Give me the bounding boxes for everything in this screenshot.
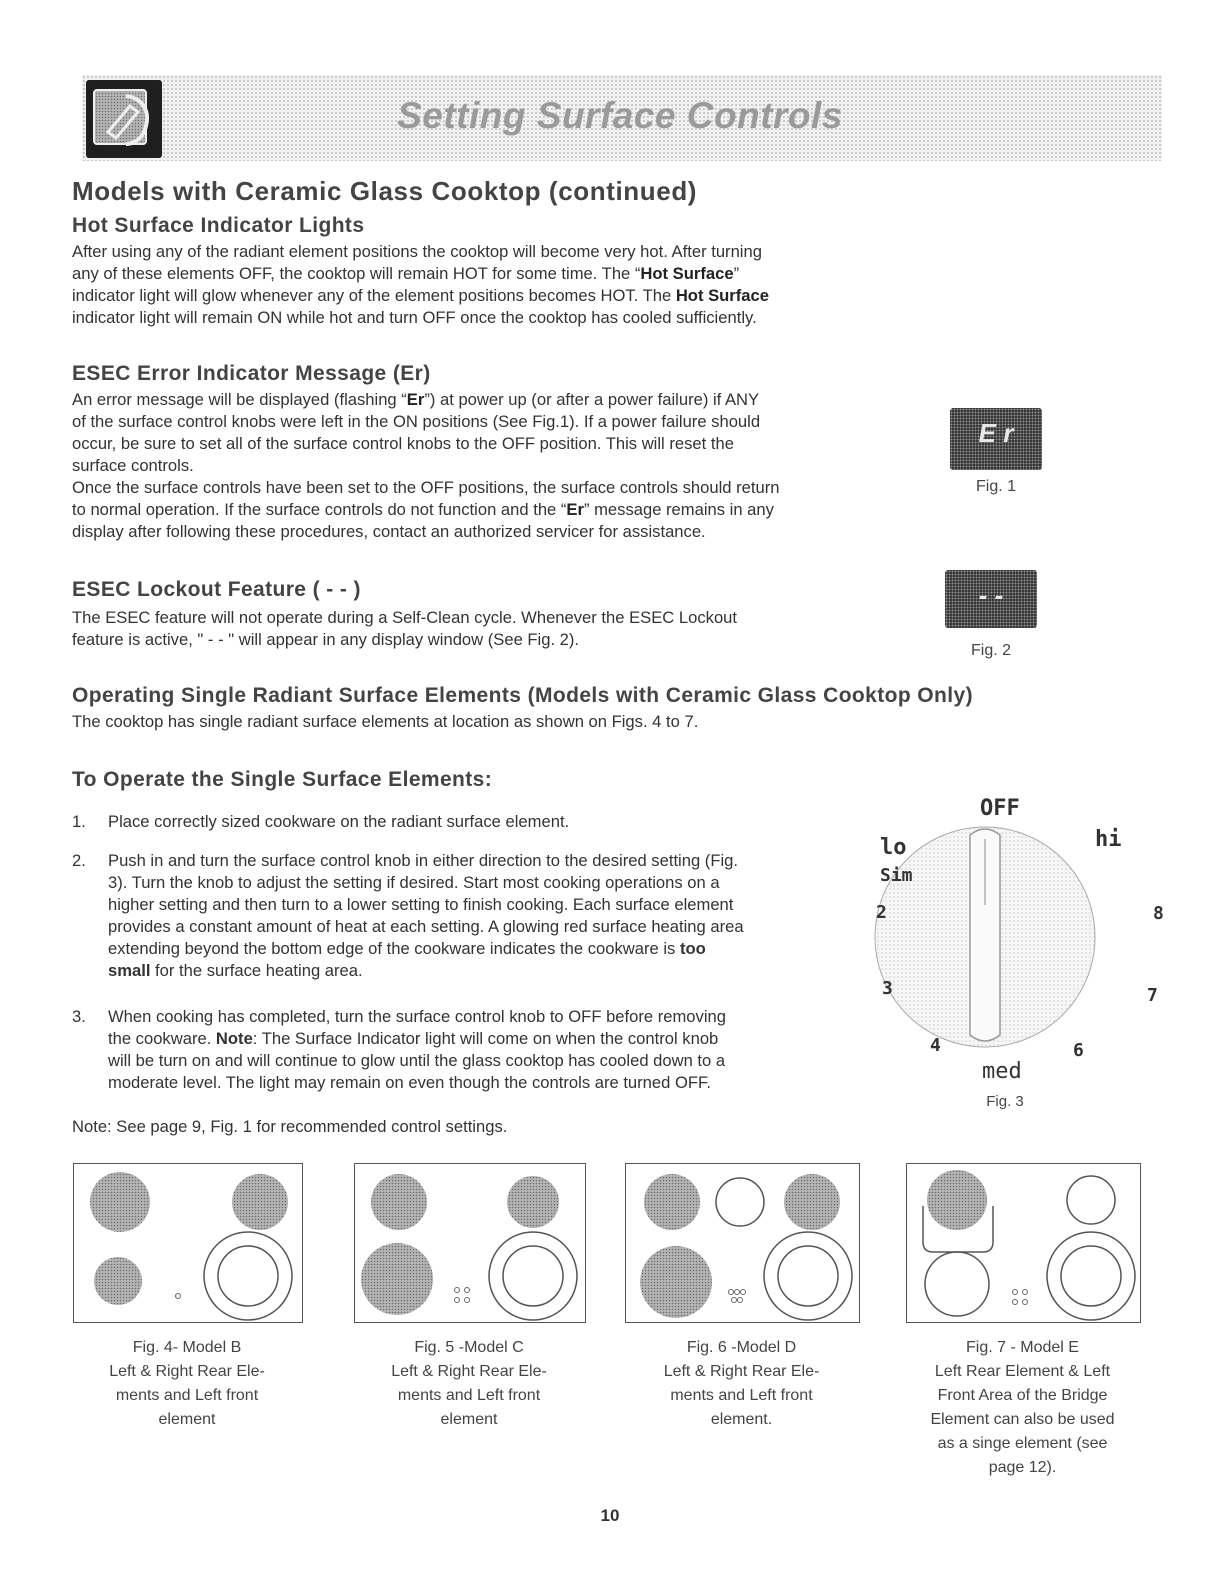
page-title: Setting Surface Controls: [397, 95, 843, 136]
knob-off-label: OFF: [980, 796, 1020, 821]
knob-hi-label: hi: [1095, 827, 1122, 852]
section-title: Models with Ceramic Glass Cooktop (continued): [72, 176, 698, 206]
knob-6-label: 6: [1073, 1040, 1084, 1061]
page-number: 10: [600, 1506, 620, 1525]
fig4-cooktop-diagram: [73, 1163, 303, 1323]
control-knob-figure: [860, 795, 1190, 1115]
esec-lockout-text: The ESEC feature will not operate during a Self-Clean cycle. Whenever the ESEC Lockout feature is active, " - - " will appear in any display window (See Fig. 2).: [72, 608, 738, 649]
operating-heading: Operating Single Radiant Surface Elements (Models with Ceramic Glass Cooktop Only): [72, 684, 973, 707]
knob-3-label: 3: [882, 978, 893, 999]
knob-8-label: 8: [1153, 903, 1164, 924]
knob-lo-label: lo: [880, 835, 907, 860]
list-item: 2. Push in and turn the surface control knob in either direction to the desired setting (Fig. 3). Turn the knob to adjust the setting if desired. Start most cooking operations on a higher setting and then turn to a lower setting to finish cooking. Each surface element provides a constant amount of heat at each setting. A glowing red surface heating area extending beyond the bottom edge of the cookware indicates the cookware is too small for the surface heating area.: [72, 851, 744, 980]
lockout-display: - -: [945, 570, 1037, 628]
esec-lockout-heading: ESEC Lockout Feature ( - - ): [72, 578, 361, 601]
list-item: 1. Place correctly sized cookware on the radiant surface element.: [72, 812, 570, 831]
esec-error-heading: ESEC Error Indicator Message (Er): [72, 362, 431, 385]
operating-text: The cooktop has single radiant surface elements at location as shown on Figs. 4 to 7.: [72, 712, 699, 731]
note-text: Note: See page 9, Fig. 1 for recommended control settings.: [72, 1117, 508, 1136]
fig5-caption: Fig. 5 -Model C Left & Right Rear Ele- ments and Left front element: [391, 1339, 547, 1428]
fig7-cooktop-diagram: [906, 1163, 1141, 1323]
to-operate-heading: To Operate the Single Surface Elements:: [72, 768, 493, 791]
knob-sim-label: Sim: [880, 865, 913, 886]
hot-surface-text: [72, 241, 892, 329]
list-item: 3. When cooking has completed, turn the surface control knob to OFF before removing the cookware. Note: The Surface Indicator light will come on when the control knob will be turn on and will continue to glow until the glass cooktop has cooled down to a moderate level. The light may remain on even though the controls are turned OFF.: [72, 1007, 726, 1092]
text-line: any of these elements OFF, the cooktop will remain HOT for some time. The “Hot Surface”: [72, 264, 740, 283]
fig4-caption: Fig. 4- Model B Left & Right Rear Ele- ments and Left front element: [109, 1339, 265, 1428]
fig6-cooktop-diagram: [625, 1163, 860, 1323]
cooktop-glove-icon: [86, 80, 162, 158]
fig1-caption: Fig. 1: [975, 478, 1016, 495]
fig7-caption: Fig. 7 - Model E Left Rear Element & Left Front Area of the Bridge Element can also be used as a singe element (see page 12).: [930, 1339, 1115, 1476]
knob-4-label: 4: [930, 1035, 941, 1056]
text-line: indicator light will remain ON while hot and turn OFF once the cooktop has cooled sufficiently.: [72, 308, 757, 327]
knob-7-label: 7: [1147, 985, 1158, 1006]
control-knob-icon: [860, 795, 1190, 1115]
text-line: After using any of the radiant element positions the cooktop will become very hot. After turning: [72, 242, 762, 261]
fig3-caption: Fig. 3: [986, 1093, 1024, 1110]
fig2-caption: Fig. 2: [970, 642, 1011, 659]
fig6-caption: Fig. 6 -Model D Left & Right Rear Ele- ments and Left front element.: [663, 1339, 820, 1428]
hot-surface-heading: Hot Surface Indicator Lights: [72, 214, 365, 237]
esec-error-text: An error message will be displayed (flashing “Er”) at power up (or after a power failure) if ANY of the surface control knobs were left in the ON positions (See Fig.1). If a power failure should occur, be sure to set all of the surface control knobs to the OFF position. This will reset the surface controls. Once the surface controls have been set to the OFF positions, the surface controls should return to normal operation. If the surface controls do not function and the “Er” message remains in any display after following these procedures, contact an authorized servicer for assistance.: [72, 390, 780, 541]
text-line: indicator light will glow whenever any of the element positions becomes HOT. The Hot Surface: [72, 286, 769, 305]
knob-med-label: med: [982, 1059, 1022, 1084]
fig5-cooktop-diagram: [354, 1163, 586, 1323]
knob-2-label: 2: [876, 902, 887, 923]
error-display: E r: [950, 408, 1042, 470]
